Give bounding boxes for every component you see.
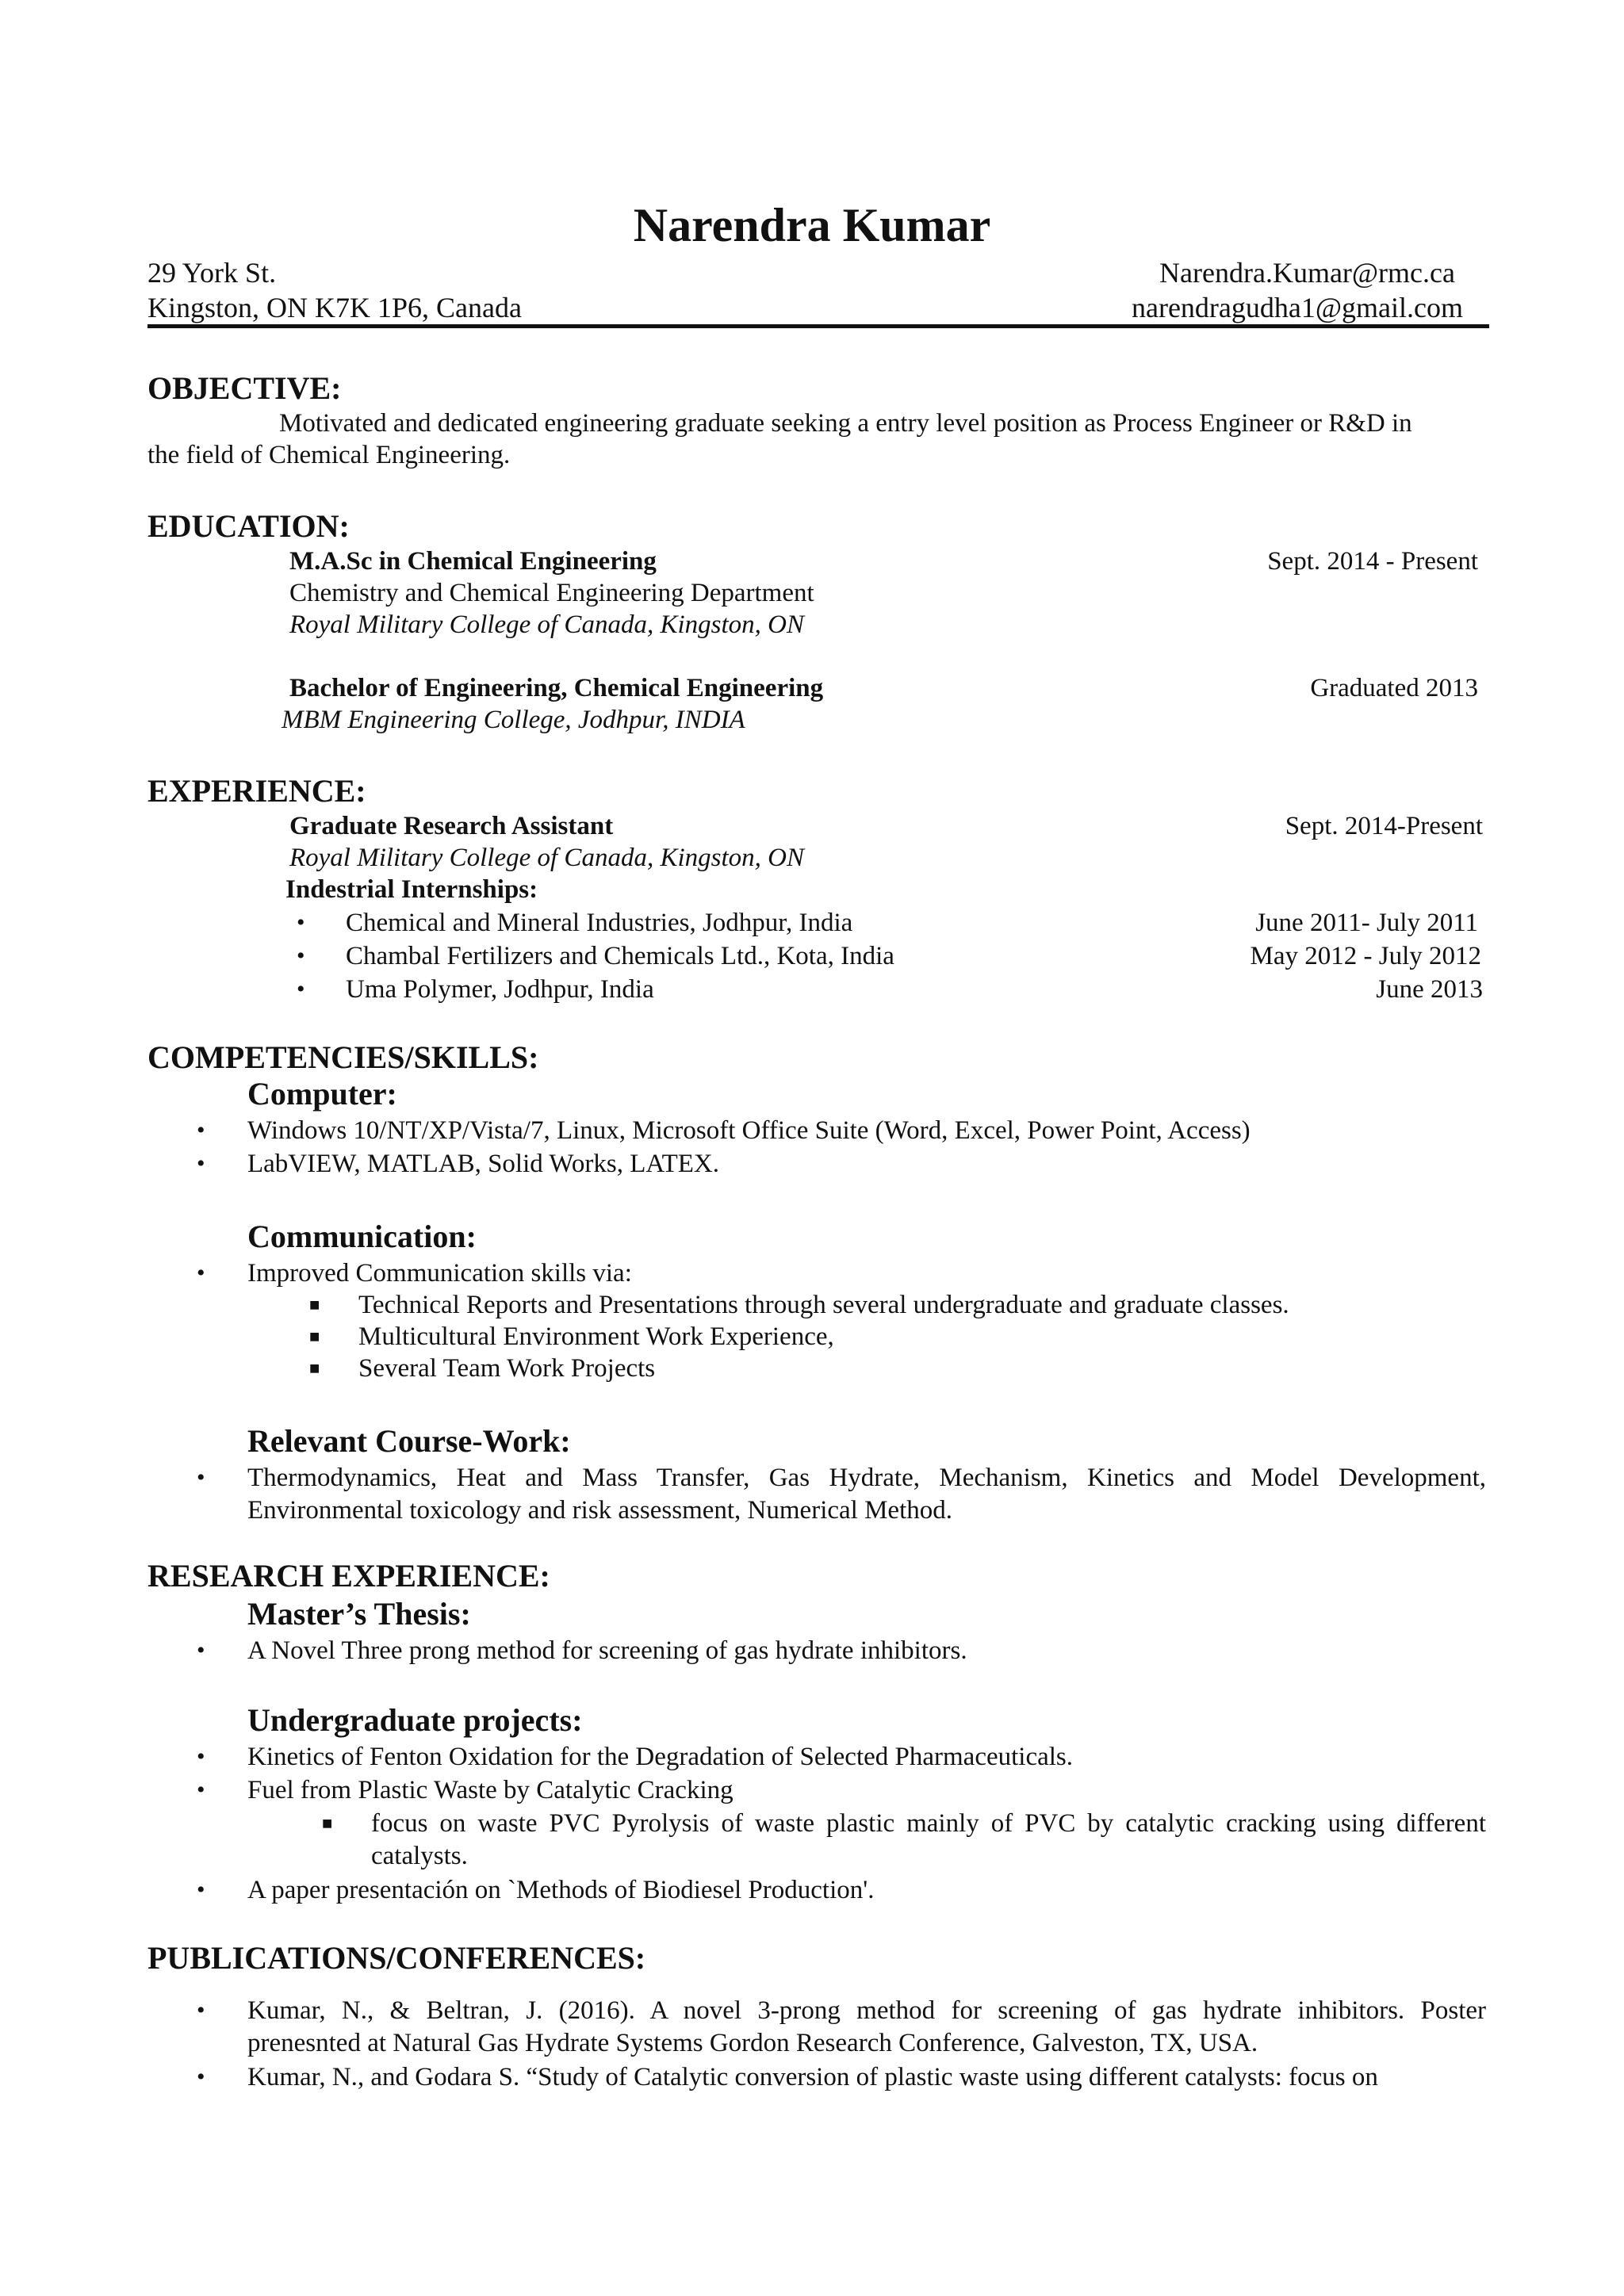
square-bullet: ■ — [309, 1326, 320, 1346]
square-bullet: ■ — [309, 1358, 320, 1378]
publication-1-line-1: Kumar, N., & Beltran, J. (2016). A novel 3-prong method for screening of gas hydrate inhibitors. Poster — [247, 1996, 1486, 2025]
objective-heading: OBJECTIVE: — [147, 370, 342, 406]
internship-date: May 2012 - July 2012 — [1250, 942, 1481, 970]
list-bullet: • — [197, 1117, 205, 1143]
experience-role-date: Sept. 2014-Present — [1285, 812, 1483, 840]
undergrad-subitem-line-2: catalysts. — [371, 1842, 468, 1870]
education-institution-1: Royal Military College of Canada, Kingston, ON — [289, 610, 804, 639]
list-bullet: • — [197, 1150, 205, 1177]
email-primary: Narendra.Kumar@rmc.ca — [1159, 257, 1455, 289]
coursework-line-1: Thermodynamics, Heat and Mass Transfer, Gas Hydrate, Mechanism, Kinetics and Model Development, — [247, 1464, 1486, 1492]
internship-name: Chambal Fertilizers and Chemicals Ltd., Kota, India — [346, 942, 894, 970]
internship-name: Uma Polymer, Jodhpur, India — [346, 975, 654, 1004]
list-bullet: • — [197, 1877, 205, 1903]
undergrad-projects-subheading: Undergraduate projects: — [247, 1702, 583, 1738]
education-institution-2: MBM Engineering College, Jodhpur, INDIA — [282, 706, 745, 734]
computer-subheading: Computer: — [247, 1076, 397, 1112]
experience-role-place: Royal Military College of Canada, Kingston, ON — [289, 844, 804, 872]
education-degree-1: M.A.Sc in Chemical Engineering — [289, 547, 657, 576]
list-bullet: • — [197, 1997, 205, 2023]
coursework-subheading: Relevant Course-Work: — [247, 1423, 571, 1459]
computer-skill-item: Windows 10/NT/XP/Vista/7, Linux, Microsoft Office Suite (Word, Excel, Power Point, Access) — [247, 1116, 1251, 1145]
communication-subitem: Technical Reports and Presentations through several undergraduate and graduate classes. — [358, 1291, 1289, 1319]
internship-date: June 2011- July 2011 — [1255, 909, 1478, 937]
education-degree-2: Bachelor of Engineering, Chemical Engineering — [289, 674, 824, 702]
list-bullet: • — [197, 2064, 205, 2090]
undergrad-project-item: Fuel from Plastic Waste by Catalytic Cracking — [247, 1776, 733, 1804]
thesis-item: A Novel Three prong method for screening of gas hydrate inhibitors. — [247, 1636, 967, 1665]
list-bullet: • — [297, 943, 305, 969]
education-department: Chemistry and Chemical Engineering Department — [289, 579, 814, 607]
square-bullet: ■ — [309, 1295, 320, 1314]
objective-line-2: the field of Chemical Engineering. — [147, 441, 511, 469]
experience-heading: EXPERIENCE: — [147, 773, 366, 809]
list-bullet: • — [297, 909, 305, 936]
education-heading: EDUCATION: — [147, 508, 350, 544]
undergrad-subitem-line-1: focus on waste PVC Pyrolysis of waste plastic mainly of PVC by catalytic cracking using different — [371, 1809, 1486, 1838]
communication-item: Improved Communication skills via: — [247, 1259, 632, 1288]
communication-subheading: Communication: — [247, 1219, 477, 1254]
education-date-1: Sept. 2014 - Present — [1267, 547, 1478, 576]
communication-subitem: Several Team Work Projects — [358, 1354, 656, 1383]
publication-1-line-2: prenesnted at Natural Gas Hydrate Systems Gordon Research Conference, Galveston, TX, USA. — [247, 2029, 1258, 2057]
list-bullet: • — [297, 976, 305, 1002]
communication-subitem: Multicultural Environment Work Experience, — [358, 1322, 834, 1351]
internships-heading: Indestrial Internships: — [285, 875, 538, 904]
education-date-2: Graduated 2013 — [1310, 674, 1478, 702]
undergrad-project-item: A paper presentación on `Methods of Biodiesel Production'. — [247, 1876, 875, 1904]
internship-date: June 2013 — [1376, 975, 1483, 1004]
address-line-1: 29 York St. — [147, 257, 277, 289]
coursework-line-2: Environmental toxicology and risk assessment, Numerical Method. — [247, 1496, 952, 1525]
internship-name: Chemical and Mineral Industries, Jodhpur, India — [346, 909, 853, 937]
publications-heading: PUBLICATIONS/CONFERENCES: — [147, 1940, 646, 1976]
list-bullet: • — [197, 1464, 205, 1490]
address-line-2: Kingston, ON K7K 1P6, Canada — [147, 292, 522, 323]
skills-heading: COMPETENCIES/SKILLS: — [147, 1039, 539, 1075]
header-divider — [147, 324, 1489, 328]
square-bullet: ■ — [322, 1813, 333, 1833]
list-bullet: • — [197, 1260, 205, 1286]
email-secondary: narendragudha1@gmail.com — [1131, 292, 1463, 323]
list-bullet: • — [197, 1777, 205, 1803]
computer-skill-item: LabVIEW, MATLAB, Solid Works, LATEX. — [247, 1150, 719, 1178]
publication-2-line-1: Kumar, N., and Godara S. “Study of Catalytic conversion of plastic waste using different catalysts: focus on — [247, 2063, 1378, 2091]
thesis-subheading: Master’s Thesis: — [247, 1596, 471, 1632]
objective-line-1: Motivated and dedicated engineering graduate seeking a entry level position as Process Engineer or R&D in — [279, 409, 1412, 438]
experience-role: Graduate Research Assistant — [289, 812, 614, 840]
list-bullet: • — [197, 1637, 205, 1663]
undergrad-project-item: Kinetics of Fenton Oxidation for the Degradation of Selected Pharmaceuticals. — [247, 1743, 1074, 1771]
research-heading: RESEARCH EXPERIENCE: — [147, 1558, 550, 1594]
list-bullet: • — [197, 1743, 205, 1770]
candidate-name: Narendra Kumar — [633, 199, 991, 251]
